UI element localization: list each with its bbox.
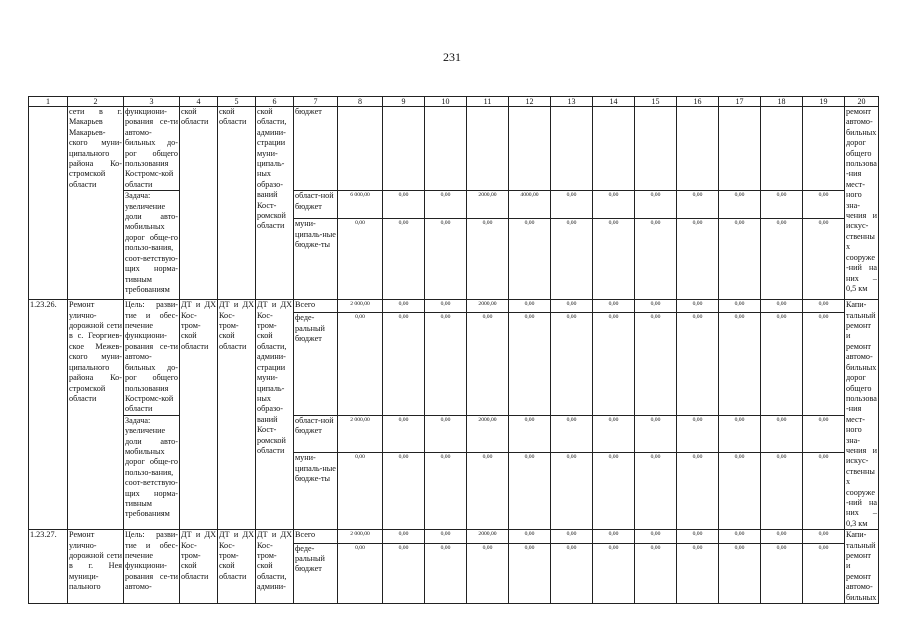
funding-source: феде-ральный бюджет [294,543,338,603]
amount-cell: 0,00 [383,415,425,452]
amount-cell [509,107,551,191]
amount-cell: 0,00 [761,530,803,543]
funding-source: област-ной бюджет [294,415,338,452]
funding-source: бюджет [294,107,338,191]
participants: ДТ и ДХ Кос-тром-ской области, админи- [256,530,294,604]
amount-cell: 0,00 [509,415,551,452]
amount-cell: 2 000,00 [338,530,383,543]
participants: ДТ и ДХ Кос-тром-ской области, админи-страции муни-ципаль-ных образо-ваний Кост-ромской области [256,300,294,530]
amount-cell: 0,00 [425,219,467,300]
amount-cell: 0,00 [467,453,509,530]
amount-cell: 0,00 [761,191,803,219]
amount-cell: 0,00 [803,453,845,530]
amount-cell: 0,00 [338,453,383,530]
amount-cell: 0,00 [425,530,467,543]
customer: ской области [218,107,256,300]
column-header: 8 [338,97,383,107]
activity-name: Ремонт улично-дорожной сети в с. Георгиев-ское Межев-ского муни-ципального района Ко-стромской области [68,300,124,530]
amount-cell: 0,00 [509,313,551,415]
amount-cell: 0,00 [383,219,425,300]
amount-cell: 0,00 [803,543,845,603]
amount-cell: 0,00 [338,313,383,415]
amount-cell: 0,00 [509,453,551,530]
amount-cell: 0,00 [803,313,845,415]
amount-cell: 0,00 [635,453,677,530]
executor: ской области [180,107,218,300]
funding-source: област-ной бюджет [294,191,338,219]
amount-cell: 0,00 [677,219,719,300]
amount-cell: 0,00 [425,313,467,415]
executor: ДТ и ДХ Кос-тром-ской области [180,530,218,604]
amount-cell [761,107,803,191]
column-header: 19 [803,97,845,107]
column-header: 11 [467,97,509,107]
amount-cell: 2000,00 [467,300,509,313]
amount-cell: 0,00 [677,530,719,543]
program-table [28,96,879,604]
column-header: 3 [124,97,180,107]
amount-cell: 0,00 [677,300,719,313]
amount-cell: 0,00 [761,219,803,300]
amount-cell [551,107,593,191]
amount-cell [635,107,677,191]
goal-text: Цель: разви-тие и обес-печение функциони-рования се-ти автомо-бильных до-рог общего пользования Костромс-кой области [125,300,178,414]
amount-cell: 0,00 [719,219,761,300]
amount-cell: 0,00 [593,313,635,415]
amount-cell: 0,00 [635,191,677,219]
amount-cell: 0,00 [467,543,509,603]
column-header: 6 [256,97,294,107]
table-row [29,191,879,219]
column-header: 20 [845,97,879,107]
amount-cell: 0,00 [677,543,719,603]
amount-cell [467,107,509,191]
column-header: 1 [29,97,68,107]
amount-cell: 0,00 [551,453,593,530]
customer: ДТ и ДХ Кос-тром-ской области [218,300,256,530]
column-header: 14 [593,97,635,107]
amount-cell: 0,00 [719,453,761,530]
amount-cell: 0,00 [383,453,425,530]
customer: ДТ и ДХ Кос-тром-ской области [218,530,256,604]
header-row [29,97,879,107]
column-header: 5 [218,97,256,107]
page-number: 231 [443,50,461,64]
amount-cell: 0,00 [593,191,635,219]
amount-cell: 0,00 [509,300,551,313]
amount-cell: 0,00 [425,300,467,313]
executor: ДТ и ДХ Кос-тром-ской области [180,300,218,530]
amount-cell: 0,00 [383,191,425,219]
activity-name: сети в г. Макарьев Макарьев-ского муни-ципального района Ко-стромской области [68,107,124,300]
funding-source: феде-ральный бюджет [294,313,338,415]
amount-cell: 0,00 [425,191,467,219]
item-number: 1.23.27. [29,530,68,604]
activity-name: Ремонт улично-дорожной сети в г. Нея муници-пального [68,530,124,604]
amount-cell: 0,00 [467,313,509,415]
item-number: 1.23.26. [29,300,68,530]
amount-cell: 0,00 [803,219,845,300]
expected-result: Капи-тальный ремонт и ремонт автомо-бильных [845,530,879,604]
column-header: 12 [509,97,551,107]
amount-cell: 0,00 [593,219,635,300]
amount-cell: 0,00 [425,453,467,530]
table-row [29,415,879,452]
table-row [29,107,879,191]
amount-cell: 0,00 [338,219,383,300]
expected-result: ремонт автомо-бильных дорог общего пользова-ния мест-ного зна-чения и искус-ственных сооруже-ний на них – 0,5 км [845,107,879,300]
amount-cell: 2000,00 [467,530,509,543]
amount-cell: 0,00 [383,543,425,603]
amount-cell: 0,00 [551,191,593,219]
funding-source: Всего [294,530,338,543]
column-header: 9 [383,97,425,107]
task-text: Задача: увеличение доли авто-мобильных дорог обще-го пользо-вания, соот-ветствую-щих норма-тивным требованиям [124,191,180,300]
amount-cell [338,107,383,191]
amount-cell: 0,00 [635,300,677,313]
amount-cell: 0,00 [803,530,845,543]
column-header: 13 [551,97,593,107]
amount-cell: 0,00 [509,219,551,300]
amount-cell: 0,00 [677,191,719,219]
amount-cell: 0,00 [425,543,467,603]
funding-source: муни-ципаль-ные бюдже-ты [294,453,338,530]
table-row [29,530,879,543]
amount-cell: 0,00 [635,219,677,300]
amount-cell: 0,00 [761,415,803,452]
amount-cell: 0,00 [803,300,845,313]
amount-cell: 0,00 [761,300,803,313]
amount-cell: 0,00 [719,530,761,543]
amount-cell: 0,00 [635,543,677,603]
amount-cell: 0,00 [551,530,593,543]
expected-result: Капи-тальный ремонт и ремонт автомо-бильных дорог общего пользова-ния мест-ного зна-чения и искус-ственных сооруже-ний на них – 0,3 км [846,300,877,528]
amount-cell: 0,00 [803,415,845,452]
amount-cell: 2 000,00 [338,300,383,313]
amount-cell: 0,00 [719,191,761,219]
amount-cell: 0,00 [761,453,803,530]
amount-cell: 0,00 [761,313,803,415]
amount-cell: 0,00 [593,415,635,452]
amount-cell: 0,00 [338,543,383,603]
amount-cell: 0,00 [425,415,467,452]
amount-cell: 0,00 [761,543,803,603]
amount-cell [593,107,635,191]
column-header: 4 [180,97,218,107]
table-row [29,300,879,313]
amount-cell: 0,00 [593,543,635,603]
amount-cell: 0,00 [383,300,425,313]
amount-cell: 0,00 [635,313,677,415]
amount-cell: 0,00 [551,300,593,313]
participants: ской области, админи-страции муни-ципаль-ных образо-ваний Кост-ромской области [256,107,294,300]
amount-cell: 0,00 [509,530,551,543]
amount-cell: 0,00 [635,415,677,452]
funding-source: муни-ципаль-ные бюдже-ты [294,219,338,300]
amount-cell: 0,00 [803,191,845,219]
amount-cell: 0,00 [551,219,593,300]
column-header: 16 [677,97,719,107]
amount-cell: 0,00 [551,313,593,415]
item-number [29,107,68,300]
column-header: 10 [425,97,467,107]
amount-cell: 0,00 [719,300,761,313]
amount-cell: 2000,00 [467,191,509,219]
column-header: 18 [761,97,803,107]
amount-cell: 0,00 [593,300,635,313]
amount-cell: 0,00 [551,543,593,603]
amount-cell: 0,00 [593,530,635,543]
column-header: 2 [68,97,124,107]
amount-cell: 0,00 [719,313,761,415]
amount-cell: 0,00 [677,415,719,452]
amount-cell: 0,00 [719,543,761,603]
goal-text: Цель: разви-тие и обес-печение функциони-рования се-ти автомо- [124,530,180,604]
column-header: 15 [635,97,677,107]
amount-cell: 0,00 [635,530,677,543]
amount-cell: 0,00 [677,453,719,530]
amount-cell: 0,00 [509,543,551,603]
amount-cell [803,107,845,191]
amount-cell: 0,00 [551,415,593,452]
amount-cell [383,107,425,191]
amount-cell: 0,00 [383,530,425,543]
amount-cell: 0,00 [677,313,719,415]
amount-cell [719,107,761,191]
amount-cell [425,107,467,191]
amount-cell [677,107,719,191]
amount-cell: 0,00 [383,313,425,415]
goal-text: функциони-рования се-ти автомо-бильных до-рог общего пользования Костромс-кой области [125,107,178,189]
task-text: Задача: увеличение доли авто-мобильных дорог обще-го пользо-вания, соот-ветствую-щих норма-тивным требованиям [124,415,180,529]
amount-cell: 0,00 [467,219,509,300]
amount-cell: 2 000,00 [338,415,383,452]
amount-cell: 0,00 [593,453,635,530]
funding-source: Всего [294,300,338,313]
column-header: 7 [294,97,338,107]
amount-cell: 0,00 [719,415,761,452]
amount-cell: 6 000,00 [338,191,383,219]
column-header: 17 [719,97,761,107]
amount-cell: 2000,00 [467,415,509,452]
amount-cell: 4000,00 [509,191,551,219]
